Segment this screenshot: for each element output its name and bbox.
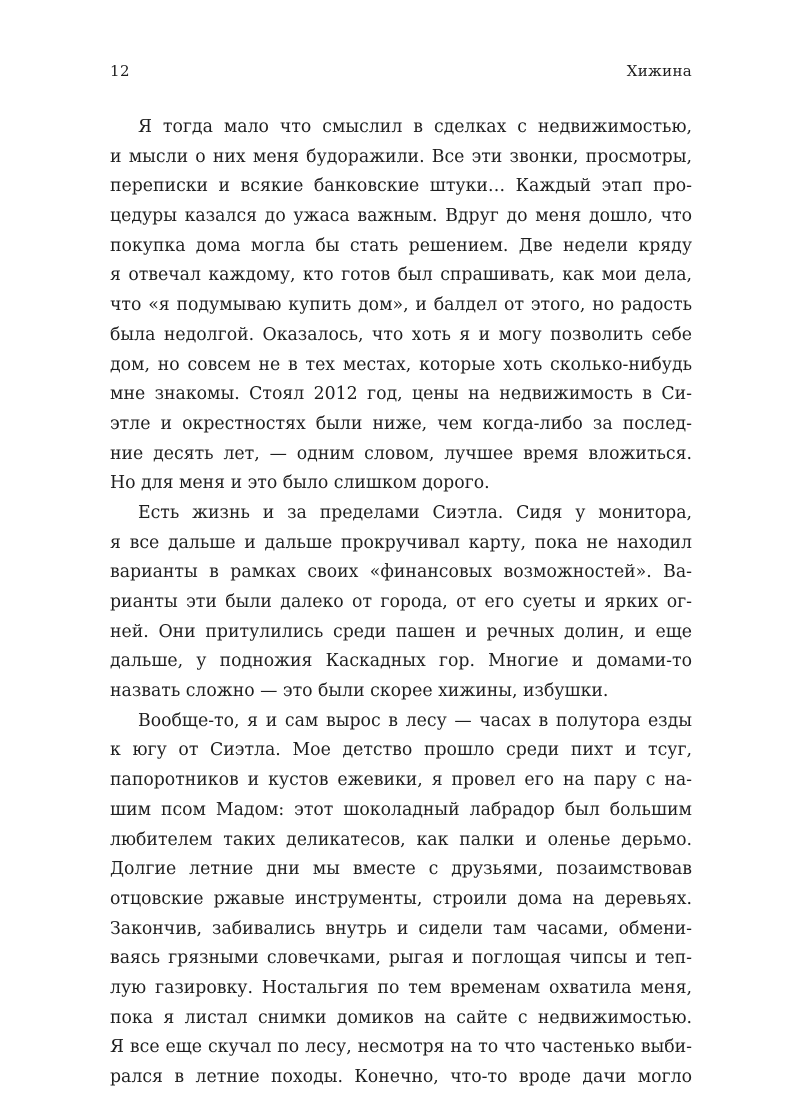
text-line: Но для меня и это было слишком дорого. <box>110 473 490 494</box>
text-line: папоротников и кустов ежевики, я провел его на пару с на- <box>110 770 692 791</box>
text-line: рианты эти были далеко от города, от его суеты и ярких ог- <box>110 592 692 612</box>
paragraph-1 <box>110 113 692 499</box>
text-line: Есть жизнь и за пределами Сиэтла. Сидя у монитора, <box>138 502 692 523</box>
text-line: этле и окрестностях были ниже, чем когда-либо за послед- <box>110 413 692 434</box>
text-line: покупка дома могла бы стать решением. Две недели кряду <box>110 235 692 256</box>
text-line: дом, но совсем не в тех местах, которые хоть сколько-нибудь <box>110 354 692 375</box>
text-line: варианты в рамках своих «финансовых возможностей». Ва- <box>110 562 692 583</box>
text-line: цедуры казался до ужаса важным. Вдруг до меня дошло, что <box>110 206 692 227</box>
text-line: мне знакомы. Стоял 2012 год, цены на недвижимость в Си- <box>110 384 692 405</box>
body-text <box>110 113 692 1093</box>
text-line: ваясь грязными словечками, рыгая и поглощая чипсы и теп- <box>110 948 692 969</box>
paragraph-2 <box>110 499 692 707</box>
text-line: была недолгой. Оказалось, что хоть я и могу позволить себе <box>110 324 692 345</box>
text-line: рался в летние походы. Конечно, что-то вроде дачи могло <box>110 1067 692 1087</box>
text-line: к югу от Сиэтла. Мое детство прошло среди пихт и тсуг, <box>110 740 692 761</box>
text-line: переписки и всякие банковские штуки… Каждый этап про- <box>110 176 692 197</box>
text-line: любителем таких деликатесов, как палки и оленье дерьмо. <box>110 829 692 850</box>
text-line: ние десять лет, — одним словом, лучшее время вложиться. <box>110 443 692 464</box>
text-line: Закончив, забивались внутрь и сидели там часами, обмени- <box>110 918 692 939</box>
text-line: что «я подумываю купить дом», и балдел от этого, но радость <box>110 295 692 316</box>
text-line: дальше, у подножия Каскадных гор. Многие и домами-то <box>110 651 692 672</box>
paragraph-3 <box>110 707 692 1093</box>
text-line: шим псом Мадом: этот шоколадный лабрадор был большим <box>110 799 692 820</box>
text-line: Я все еще скучал по лесу, несмотря на то что частенько выби- <box>110 1037 692 1058</box>
text-line: я отвечал каждому, кто готов был спрашивать, как мои дела, <box>110 265 692 286</box>
text-line: Я тогда мало что смыслил в сделках с недвижимостью, <box>138 117 692 137</box>
text-line: пока я листал снимки домиков на сайте с недвижимостью. <box>110 1007 692 1028</box>
text-line: я все дальше и дальше прокручивал карту, пока не находил <box>110 532 692 553</box>
text-line: и мысли о них меня будоражили. Все эти звонки, просмотры, <box>110 146 692 167</box>
text-line: лую газировку. Ностальгия по тем временам охватила меня, <box>110 977 692 998</box>
text-line: Долгие летние дни мы вместе с друзьями, позаимствовав <box>110 859 692 880</box>
text-line: Вообще-то, я и сам вырос в лесу — часах в полутора езды <box>138 710 692 731</box>
text-line: назвать сложно — это были скорее хижины, избушки. <box>110 681 609 702</box>
page-number: 12 <box>110 62 131 80</box>
text-line: отцовские ржавые инструменты, строили дома на деревьях. <box>110 888 692 909</box>
text-line: ней. Они притулились среди пашен и речных долин, и еще <box>110 621 692 642</box>
running-title: Хижина <box>626 62 692 80</box>
